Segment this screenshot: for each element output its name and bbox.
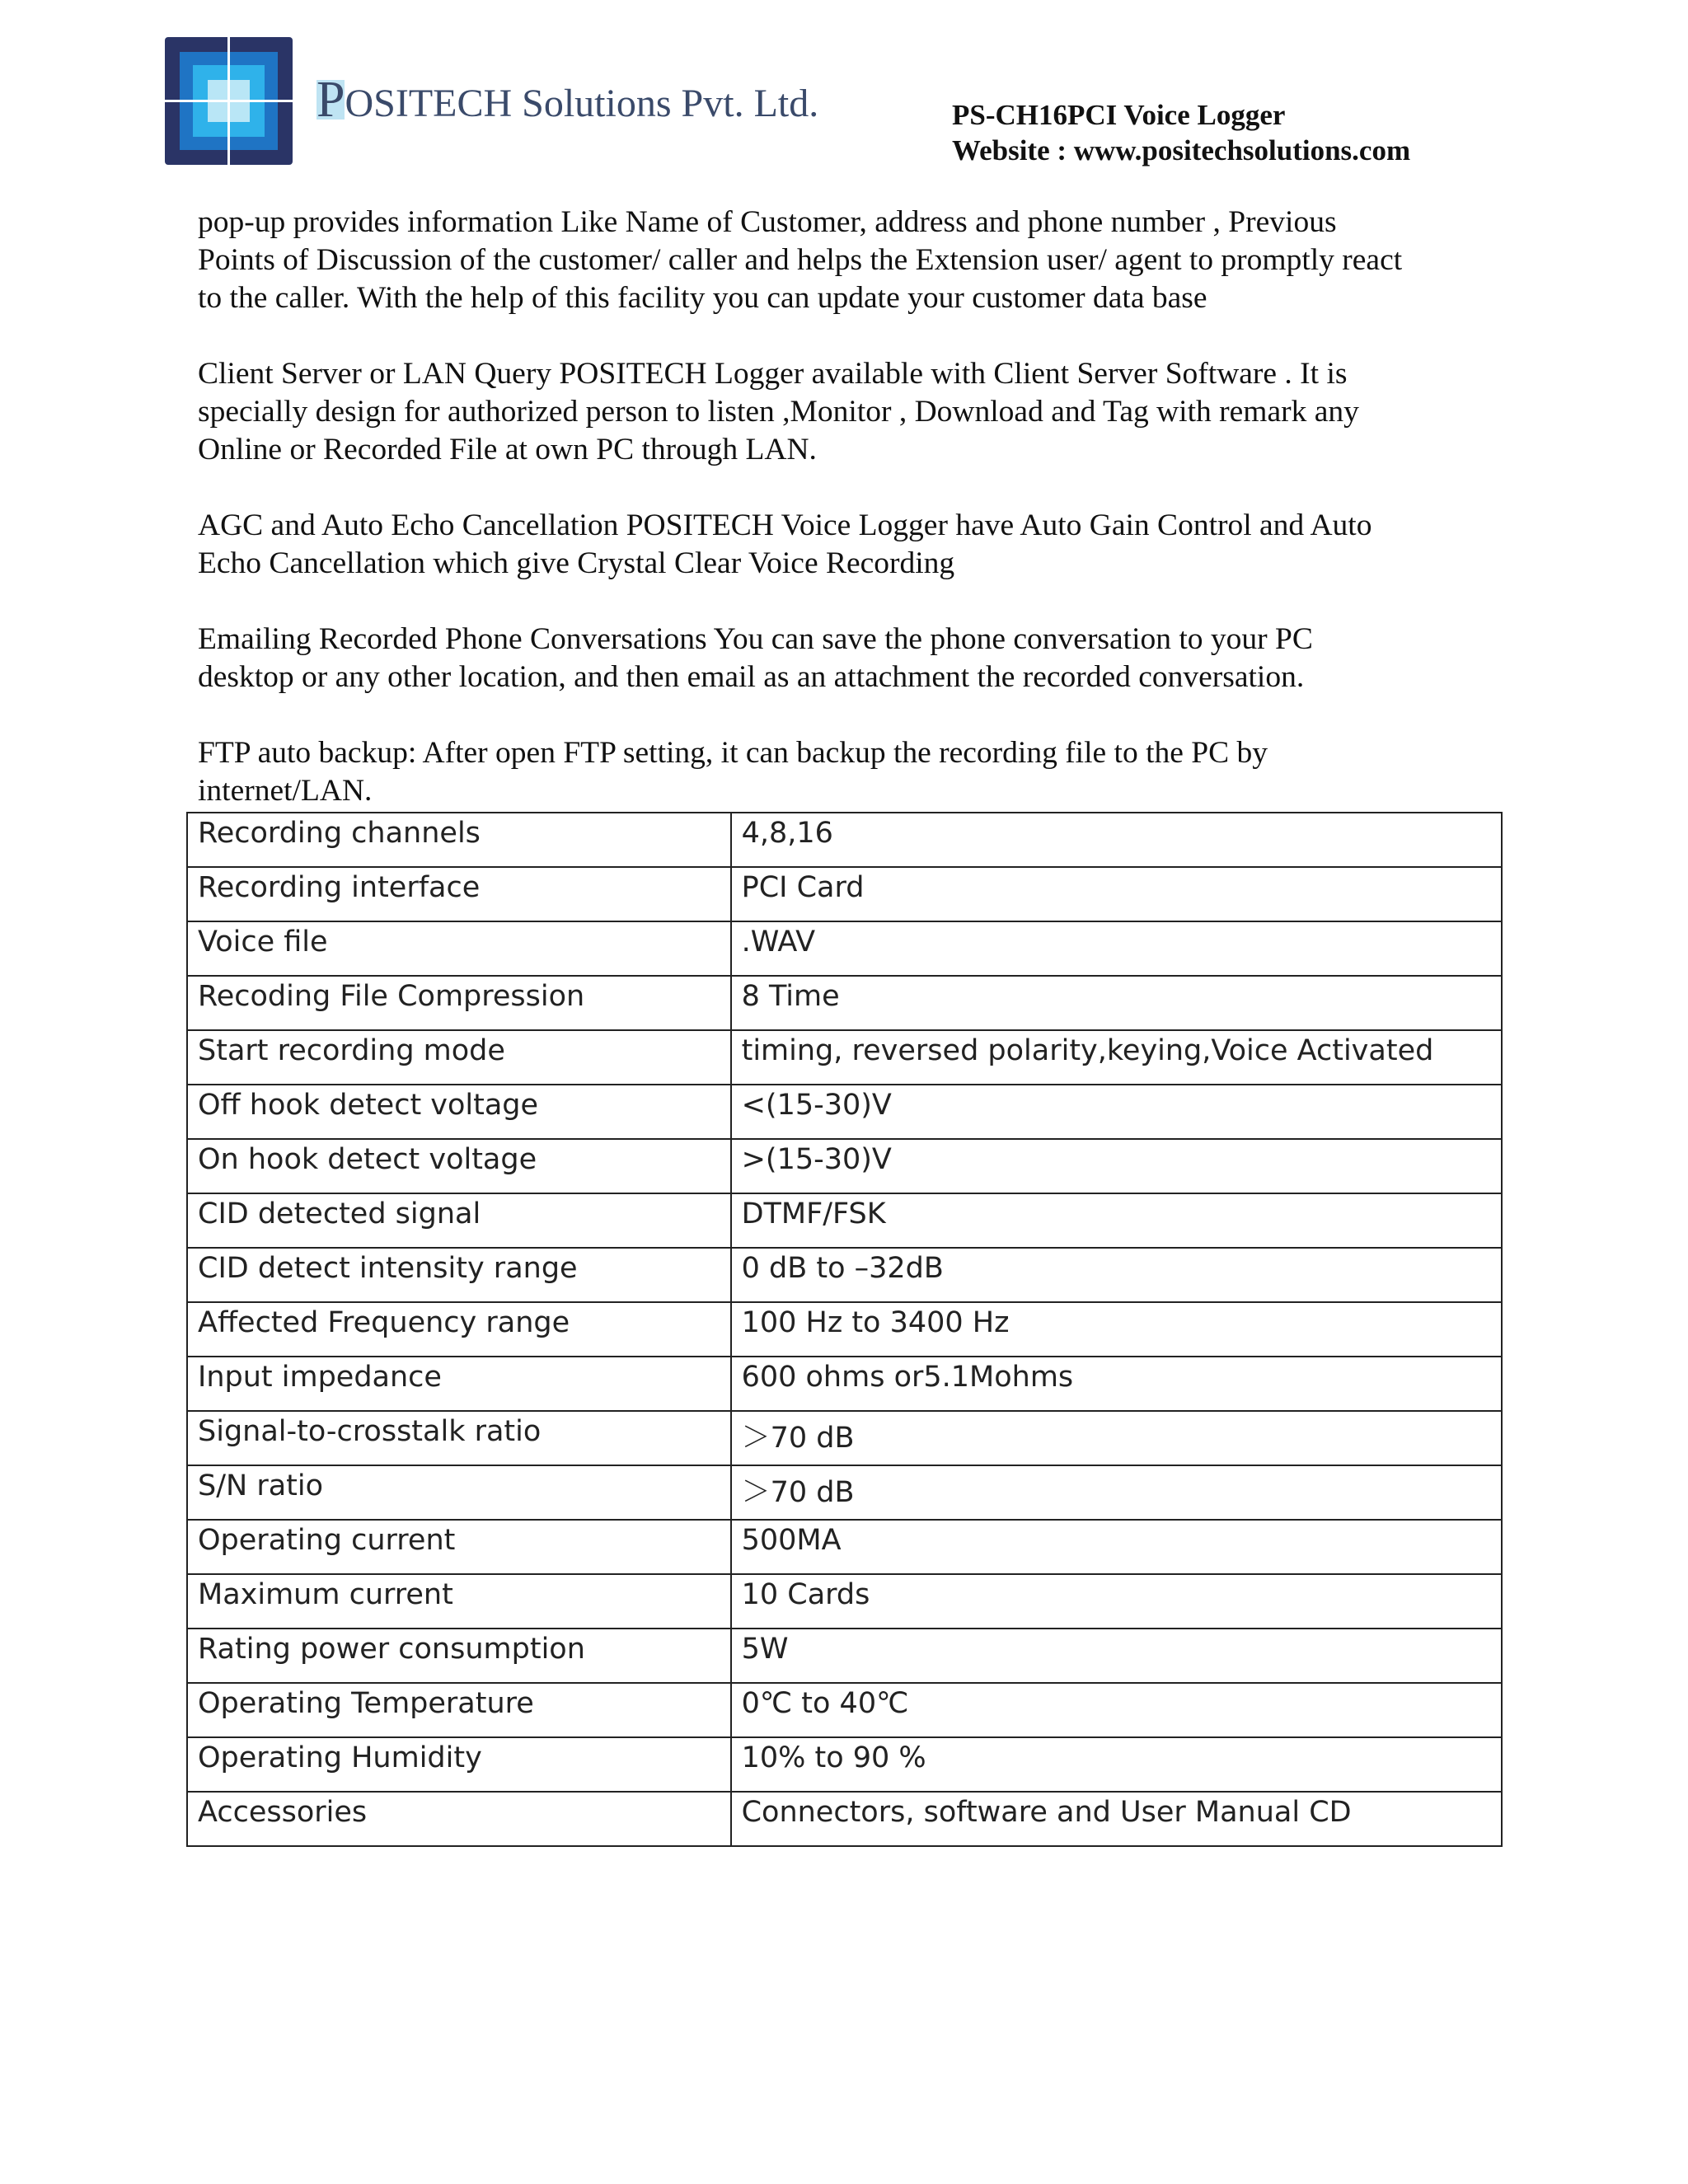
- paragraph: [198, 507, 1550, 583]
- spec-table: [186, 812, 1503, 1847]
- spec-label: Affected Frequency range: [187, 1302, 731, 1357]
- spec-label: Operating current: [187, 1520, 731, 1574]
- spec-label: Signal-to-crosstalk ratio: [187, 1411, 731, 1465]
- spec-value: 0℃ to 40℃: [731, 1683, 1502, 1737]
- spec-label: Recording channels: [187, 813, 731, 867]
- spec-value: 10% to 90 %: [731, 1737, 1502, 1792]
- table-row: [187, 1574, 1502, 1629]
- product-title: PS-CH16PCI Voice Logger: [952, 99, 1286, 131]
- spec-value: 5W: [731, 1629, 1502, 1683]
- spec-label: CID detect intensity range: [187, 1248, 731, 1302]
- table-row: [187, 1085, 1502, 1139]
- paragraph-line: Client Server or LAN Query POSITECH Logger available with Client Server Software . It is: [198, 357, 1348, 391]
- paragraph: [198, 734, 1550, 810]
- table-row: [187, 976, 1502, 1030]
- table-row: [187, 867, 1502, 921]
- table-row: [187, 1302, 1502, 1357]
- spec-label: Rating power consumption: [187, 1629, 731, 1683]
- company-name-initial: P: [316, 72, 345, 128]
- company-name: [316, 71, 818, 129]
- paragraph-line: Emailing Recorded Phone Conversations You can save the phone conversation to your PC: [198, 622, 1313, 656]
- table-row: [187, 1248, 1502, 1302]
- spec-value: PCI Card: [731, 867, 1502, 921]
- table-row: [187, 1737, 1502, 1792]
- paragraph-line: Online or Recorded File at own PC through LAN.: [198, 433, 817, 466]
- logo-vertical-line: [227, 37, 230, 165]
- company-name-rest: OSITECH Solutions Pvt. Ltd.: [345, 82, 819, 125]
- table-row: [187, 813, 1502, 867]
- body-text: [198, 204, 1550, 810]
- table-row: [187, 1357, 1502, 1411]
- spec-value: 0 dB to –32dB: [731, 1248, 1502, 1302]
- spec-value: DTMF/FSK: [731, 1193, 1502, 1248]
- paragraph-line: to the caller. With the help of this facility you can update your customer data base: [198, 281, 1207, 315]
- paragraph-line: specially design for authorized person to listen ,Monitor , Download and Tag with remark any: [198, 395, 1359, 429]
- paragraph-line: internet/LAN.: [198, 774, 373, 808]
- paragraph: [198, 621, 1550, 696]
- paragraph-line: Echo Cancellation which give Crystal Clear Voice Recording: [198, 546, 955, 580]
- spec-table-body: [187, 813, 1502, 1846]
- paragraph-line: FTP auto backup: After open FTP setting, it can backup the recording file to the PC by: [198, 736, 1268, 770]
- spec-label: CID detected signal: [187, 1193, 731, 1248]
- spec-label: S/N ratio: [187, 1465, 731, 1520]
- spec-label: Maximum current: [187, 1574, 731, 1629]
- table-row: [187, 921, 1502, 976]
- paragraph-line: desktop or any other location, and then email as an attachment the recorded conversation.: [198, 660, 1305, 694]
- spec-value: >(15-30)V: [731, 1139, 1502, 1193]
- company-logo: [165, 37, 293, 165]
- spec-value: ＞70 dB: [731, 1411, 1502, 1465]
- table-row: [187, 1520, 1502, 1574]
- spec-value: 600 ohms or5.1Mohms: [731, 1357, 1502, 1411]
- spec-label: Voice file: [187, 921, 731, 976]
- table-row: [187, 1193, 1502, 1248]
- table-row: [187, 1139, 1502, 1193]
- table-row: [187, 1792, 1502, 1846]
- spec-label: Recoding File Compression: [187, 976, 731, 1030]
- spec-label: Start recording mode: [187, 1030, 731, 1085]
- spec-value: 10 Cards: [731, 1574, 1502, 1629]
- table-row: [187, 1465, 1502, 1520]
- spec-value: <(15-30)V: [731, 1085, 1502, 1139]
- paragraph-line: AGC and Auto Echo Cancellation POSITECH Voice Logger have Auto Gain Control and Auto: [198, 509, 1372, 542]
- spec-value: .WAV: [731, 921, 1502, 976]
- website-line: Website : www.positechsolutions.com: [952, 134, 1411, 166]
- spec-label: Accessories: [187, 1792, 731, 1846]
- spec-label: Recording interface: [187, 867, 731, 921]
- table-row: [187, 1030, 1502, 1085]
- spec-value: ＞70 dB: [731, 1465, 1502, 1520]
- table-row: [187, 1683, 1502, 1737]
- paragraph-line: Points of Discussion of the customer/ caller and helps the Extension user/ agent to promptly react: [198, 243, 1403, 277]
- header-right: [952, 97, 1410, 168]
- paragraph: [198, 204, 1550, 317]
- spec-label: On hook detect voltage: [187, 1139, 731, 1193]
- spec-label: Off hook detect voltage: [187, 1085, 731, 1139]
- spec-value: Connectors, software and User Manual CD: [731, 1792, 1502, 1846]
- spec-value: timing, reversed polarity,keying,Voice Activated: [731, 1030, 1502, 1085]
- spec-label: Input impedance: [187, 1357, 731, 1411]
- spec-value: 100 Hz to 3400 Hz: [731, 1302, 1502, 1357]
- spec-label: Operating Humidity: [187, 1737, 731, 1792]
- table-row: [187, 1411, 1502, 1465]
- spec-value: 4,8,16: [731, 813, 1502, 867]
- paragraph: [198, 355, 1550, 469]
- table-row: [187, 1629, 1502, 1683]
- spec-value: 500MA: [731, 1520, 1502, 1574]
- spec-label: Operating Temperature: [187, 1683, 731, 1737]
- paragraph-line: pop-up provides information Like Name of Customer, address and phone number , Previous: [198, 205, 1337, 239]
- spec-value: 8 Time: [731, 976, 1502, 1030]
